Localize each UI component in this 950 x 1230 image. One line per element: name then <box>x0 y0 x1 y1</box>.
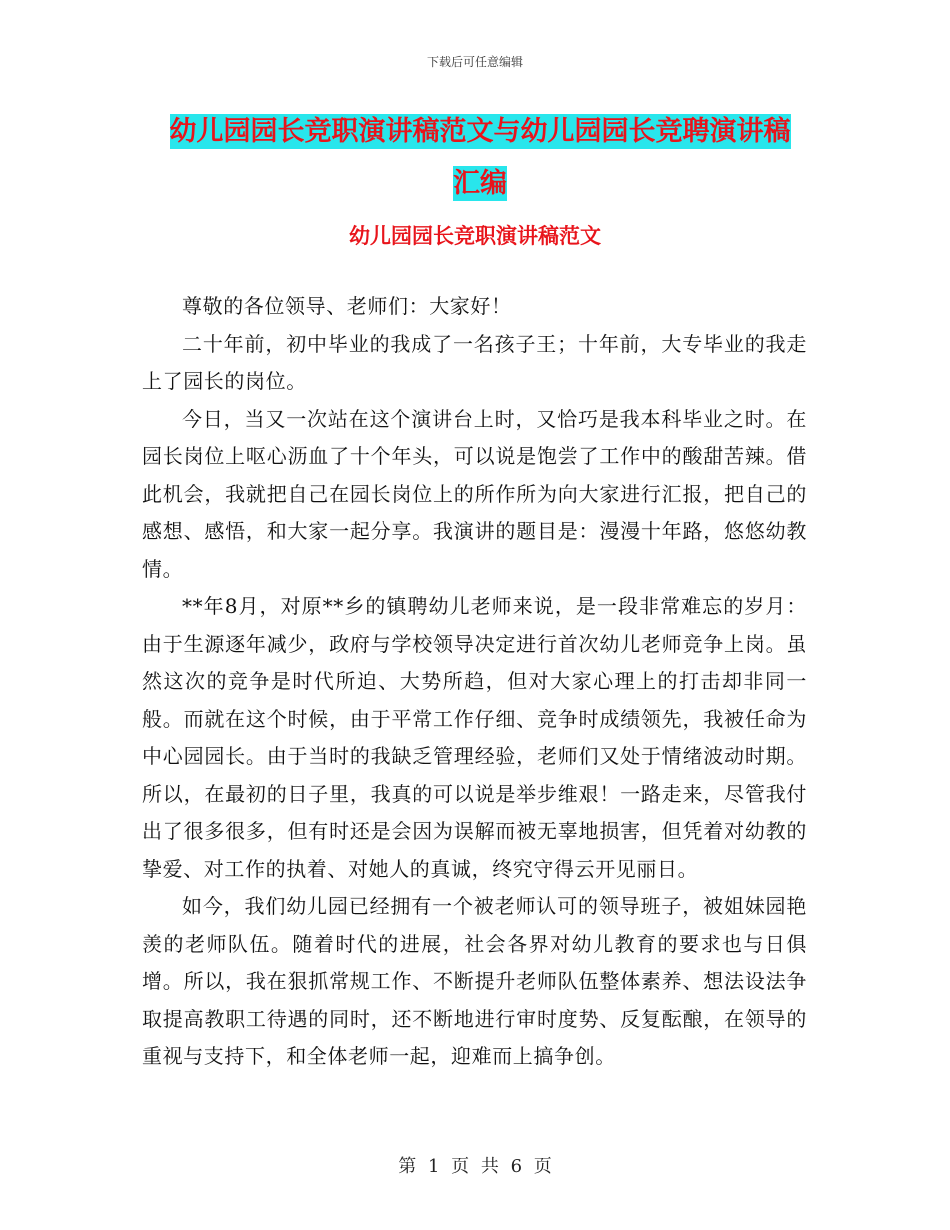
paragraph: 如今，我们幼儿园已经拥有一个被老师认可的领导班子，被姐妹园艳羡的老师队伍。随着时代的进展，社会各界对幼儿教育的要求也与日俱增。所以，我在狠抓常规工作、不断提升老师队伍整体素养、想法设法争取提高教职工待遇的同时，还不断地进行审时度势、反复酝酿，在领导的重视与支持下，和全体老师一起，迎难而上搞争创。 <box>142 894 807 1068</box>
header-note: 下载后可任意编辑 <box>426 55 523 69</box>
document-title-line1: 幼儿园园长竞职演讲稿范文与幼儿园园长竞聘演讲稿 <box>169 116 791 147</box>
paragraph: 今日，当又一次站在这个演讲台上时，又恰巧是我本科毕业之时。在园长岗位上呕心沥血了十个年头，可以说是饱尝了工作中的酸甜苦辣。借此机会，我就把自己在园长岗位上的所作所为向大家进行汇报，把自己的感想、感悟，和大家一起分享。我演讲的题目是：漫漫十年路，悠悠幼教情。 <box>142 406 807 581</box>
paragraph: **年8月，对原**乡的镇聘幼儿老师来说，是一段非常难忘的岁月：由于生源逐年减少，政府与学校领导决定进行首次幼儿老师竞争上岗。虽然这次的竞争是时代所迫、大势所趋，但对大家心理上的打击却非同一般。而就在这个时候，由于平常工作仔细、竞争时成绩领先，我被任命为中心园园长。由于当时的我缺乏管理经验，老师们又处于情绪波动时期。所以，在最初的日子里，我真的可以说是举步维艰！一路走来，尽管我付出了很多很多，但有时还是会因为误解而被无辜地损害，但凭着对幼教的挚爱、对工作的执着、对她人的真诚，终究守得云开见丽日。 <box>142 594 807 881</box>
paragraph: 二十年前，初中毕业的我成了一名孩子王；十年前，大专毕业的我走上了园长的岗位。 <box>142 331 807 393</box>
document-title <box>140 106 820 210</box>
body-text <box>142 288 807 1076</box>
paragraph-greeting: 尊敬的各位领导、老师们：大家好！ <box>182 294 512 318</box>
document-title-line2: 汇编 <box>453 168 507 199</box>
page-number-footer: 第 1 页 共 6 页 <box>398 1156 552 1177</box>
section-title: 幼儿园园长竞职演讲稿范文 <box>349 223 601 248</box>
